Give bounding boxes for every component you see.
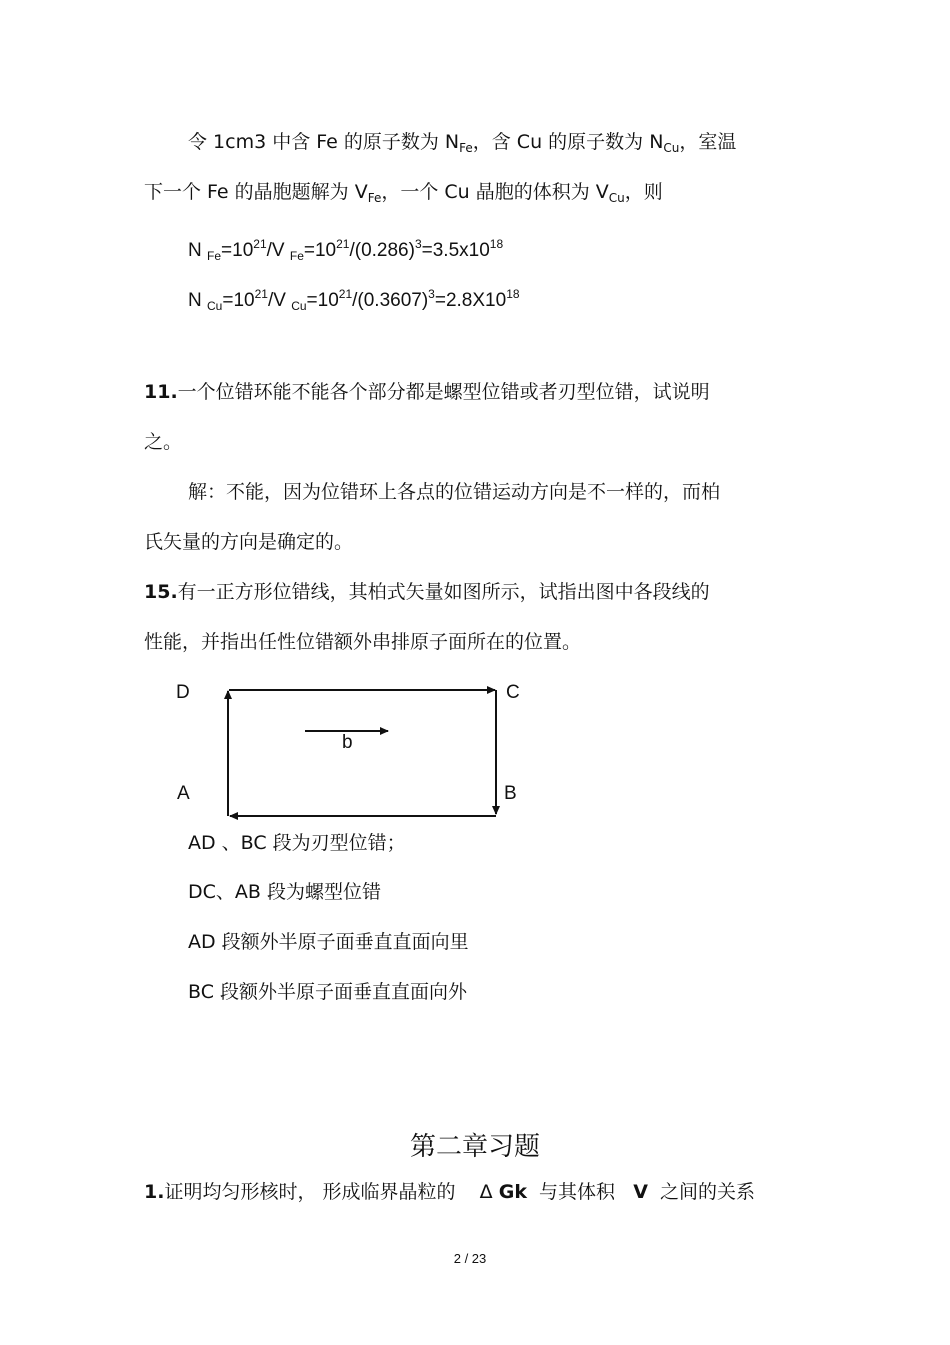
superscript: 3	[428, 287, 435, 301]
question-text: 证明均匀形核时， 形成临界晶粒的	[164, 1181, 456, 1203]
label-a: A	[177, 783, 190, 804]
label-c: C	[506, 682, 520, 703]
formula-part: =10	[221, 240, 254, 261]
answer15-3: AD 段额外半原子面垂直直面向里	[188, 931, 469, 953]
question-text: 性能，并指出任性位错额外串排原子面所在的位置。	[144, 631, 582, 653]
answer15-1: AD 、BC 段为刃型位错；	[188, 832, 406, 854]
formula-part: =10	[303, 240, 337, 261]
superscript: 18	[489, 237, 504, 251]
para1-text: ，一个 Cu 晶胞的体积为 V	[381, 181, 609, 203]
chapter-title: 第二章习题	[409, 1132, 540, 1162]
para1-text: ，含 Cu 的原子数为 N	[472, 131, 664, 153]
formula-part: /(0.3607)	[352, 290, 429, 311]
subscript: Fe	[289, 249, 304, 263]
formula-part: =10	[306, 290, 339, 311]
para1-text: 下一个 Fe 的晶胞题解为 V	[144, 181, 368, 203]
superscript: 21	[253, 237, 267, 251]
superscript: 21	[338, 287, 353, 301]
question-number: 1.	[144, 1181, 165, 1203]
para1-text: 令 1cm3 中含 Fe 的原子数为 N	[188, 131, 460, 153]
v-symbol: V	[633, 1181, 648, 1203]
answer-text: 解：不能，因为位错环上各点的位错运动方向是不一样的，而柏	[188, 481, 721, 503]
question-number: 11.	[144, 381, 178, 403]
page-number: 2 / 23	[453, 1251, 487, 1266]
question-text: 之间的关系	[660, 1181, 756, 1203]
q1-line	[144, 1180, 755, 1204]
superscript: 18	[506, 287, 520, 301]
label-b: B	[504, 783, 517, 804]
subscript: Cu	[291, 299, 307, 313]
para1-text: ，则	[624, 181, 663, 203]
delta-symbol: Δ	[479, 1181, 493, 1203]
label-b-vector: b	[342, 732, 353, 753]
answer15-2: DC、AB 段为螺型位错	[188, 881, 381, 903]
formula-part: /V	[267, 290, 286, 311]
formula-part: N	[188, 290, 202, 311]
superscript: 3	[414, 237, 422, 251]
gk-symbol: Gk	[498, 1181, 527, 1203]
subscript: Cu	[207, 299, 223, 313]
question-number: 15.	[144, 581, 178, 603]
subscript: Fe	[367, 191, 382, 205]
question-text: 一个位错环能不能各个部分都是螺型位错或者刃型位错，试说明	[177, 381, 710, 403]
superscript: 21	[254, 287, 268, 301]
para1-text: ，室温	[679, 131, 737, 153]
answer15-4: BC 段额外半原子面垂直直面向外	[188, 981, 468, 1003]
subscript: Fe	[459, 141, 473, 155]
label-d: D	[176, 682, 190, 703]
answer-text: 氏矢量的方向是确定的。	[144, 531, 354, 553]
question-text: 与其体积	[539, 1181, 616, 1203]
formula-part: /(0.286)	[349, 240, 415, 261]
superscript: 21	[336, 237, 350, 251]
question-text: 之。	[144, 431, 183, 453]
formula-part: N	[188, 240, 202, 261]
question-text: 有一正方形位错线，其柏式矢量如图所示，试指出图中各段线的	[177, 581, 710, 603]
formula-part: =10	[222, 290, 255, 311]
subscript: Fe	[207, 249, 222, 263]
subscript: Cu	[663, 141, 680, 155]
subscript: Cu	[608, 191, 625, 205]
formula-part: =2.8X10	[434, 290, 507, 311]
formula-part: =3.5x10	[421, 240, 490, 261]
formula-part: /V	[266, 240, 285, 261]
